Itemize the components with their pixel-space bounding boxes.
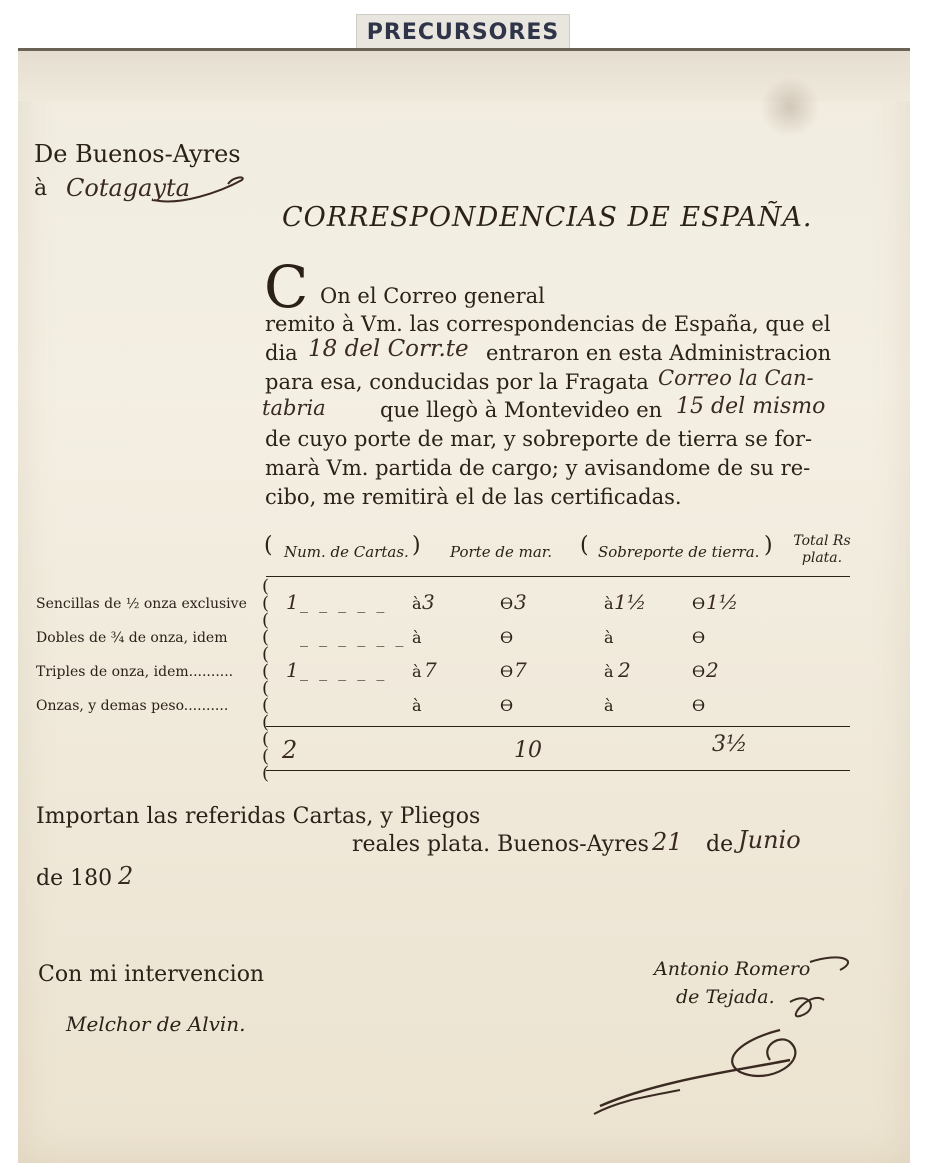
letter-line-3-b: entraron en esta Administracion (486, 341, 832, 365)
drop-cap: C (264, 253, 309, 321)
col-header-sobre: Sobreporte de tierra. (598, 543, 760, 561)
letter-line-2: remito à Vm. las correspondencias de España, que el (265, 312, 831, 336)
stain (760, 77, 820, 137)
row-0-p-sym: Ɵ (500, 594, 514, 613)
row-0-a2: à (604, 594, 614, 613)
row-label-triples: Triples de onza, idem.......... (36, 664, 234, 680)
row-0-num: 1 (286, 590, 299, 614)
letter-line-3-date: 18 del Corr.te (308, 336, 469, 362)
letter-line-8: cibo, me remitirà el de las certificadas. (265, 485, 682, 509)
row-2-a1: à (412, 662, 422, 681)
brace: ( (580, 533, 589, 558)
row-1-a1: à (412, 628, 422, 647)
signature-flourish (580, 950, 880, 1140)
row-0-total: 1½ (706, 590, 739, 614)
col-header-porte: Porte de mar. (450, 543, 553, 561)
row-0-porte: 3 (422, 590, 435, 614)
closing-day: 21 (652, 828, 683, 856)
row-0-p-val: 3 (514, 590, 527, 614)
brace: ) (764, 533, 773, 558)
brace: ) (412, 533, 421, 558)
closing-line-2: reales plata. Buenos-Ayres (352, 832, 649, 857)
total-num: 2 (282, 736, 298, 764)
row-0-a1: à (412, 594, 422, 613)
to-place: Cotagayta (66, 174, 190, 202)
letter-line-4-a: para esa, conducidas por la Fragata (265, 370, 649, 394)
row-3-p-sym: Ɵ (500, 696, 514, 715)
signer-line-1: Antonio Romero (654, 958, 811, 980)
row-2-dashes: _ _ _ _ _ (300, 662, 388, 681)
signer-line-2: de Tejada. (676, 986, 775, 1008)
header-rule (266, 576, 850, 577)
closing-year-suffix: 2 (118, 862, 134, 890)
letter-line-6: de cuyo porte de mar, y sobreporte de tierra se for- (265, 427, 813, 451)
row-label-onzas: Onzas, y demas peso.......... (36, 698, 229, 714)
letter-line-4-ship: Correo la Can- (658, 366, 814, 390)
closing-line-1: Importan las referidas Cartas, y Pliegos (36, 804, 481, 829)
intervener-name: Melchor de Alvin. (66, 1012, 246, 1036)
brace: ( (264, 533, 273, 558)
totals-rule-bottom (266, 770, 850, 771)
to-prefix: à (34, 176, 48, 201)
precursores-label: PRECURSORES (356, 14, 570, 50)
closing-year-prefix: de 180 (36, 866, 113, 891)
col-header-total: Total Rs plata. (793, 533, 851, 566)
letter-line-5-b: que llegò à Montevideo en (380, 398, 663, 422)
from-line: De Buenos-Ayres (34, 140, 241, 168)
row-2-sobre: 2 (618, 658, 631, 682)
total-sobre: 3½ (712, 732, 748, 757)
letter-line-5-ship: tabria (262, 396, 326, 420)
intervention-line: Con mi intervencion (38, 962, 265, 987)
row-1-p-sym: Ɵ (500, 628, 514, 647)
row-1-s-sym: Ɵ (692, 628, 706, 647)
letter-line-5-date: 15 del mismo (676, 394, 826, 419)
letter-line-3-a: dia (265, 341, 298, 365)
row-1-a2: à (604, 628, 614, 647)
closing-de: de (706, 832, 734, 857)
row-2-total: 2 (706, 658, 719, 682)
totals-rule-top (266, 726, 850, 727)
row-2-porte: 7 (424, 658, 437, 682)
letter-line-1: On el Correo general (320, 284, 545, 308)
row-label-dobles: Dobles de ¾ de onza, idem (36, 630, 228, 646)
row-0-s-sym: Ɵ (692, 594, 706, 613)
total-porte: 10 (514, 738, 542, 763)
row-2-a2: à (604, 662, 614, 681)
closing-month: Junio (738, 826, 801, 854)
row-2-p-sym: Ɵ (500, 662, 514, 681)
row-3-a1: à (412, 696, 422, 715)
row-3-s-sym: Ɵ (692, 696, 706, 715)
row-2-s-sym: Ɵ (692, 662, 706, 681)
row-1-dashes: _ _ _ _ _ _ (300, 628, 407, 647)
row-braces: ( ( ( ( ( ( ( ( ( ( ( ( (262, 576, 270, 784)
row-label-sencillas: Sencillas de ½ onza exclusive (36, 596, 247, 612)
to-underline-flourish (150, 172, 250, 208)
row-3-a2: à (604, 696, 614, 715)
letter-line-7: marà Vm. partida de cargo; y avisandome de su re- (265, 456, 811, 480)
row-0-sobre: 1½ (614, 590, 647, 614)
row-0-dashes: _ _ _ _ _ (300, 594, 388, 613)
document-title: CORRESPONDENCIAS DE ESPAÑA. (282, 202, 813, 233)
row-2-num: 1 (286, 658, 299, 682)
row-2-p-val: 7 (514, 658, 527, 682)
col-header-num: Num. de Cartas. (284, 543, 409, 561)
